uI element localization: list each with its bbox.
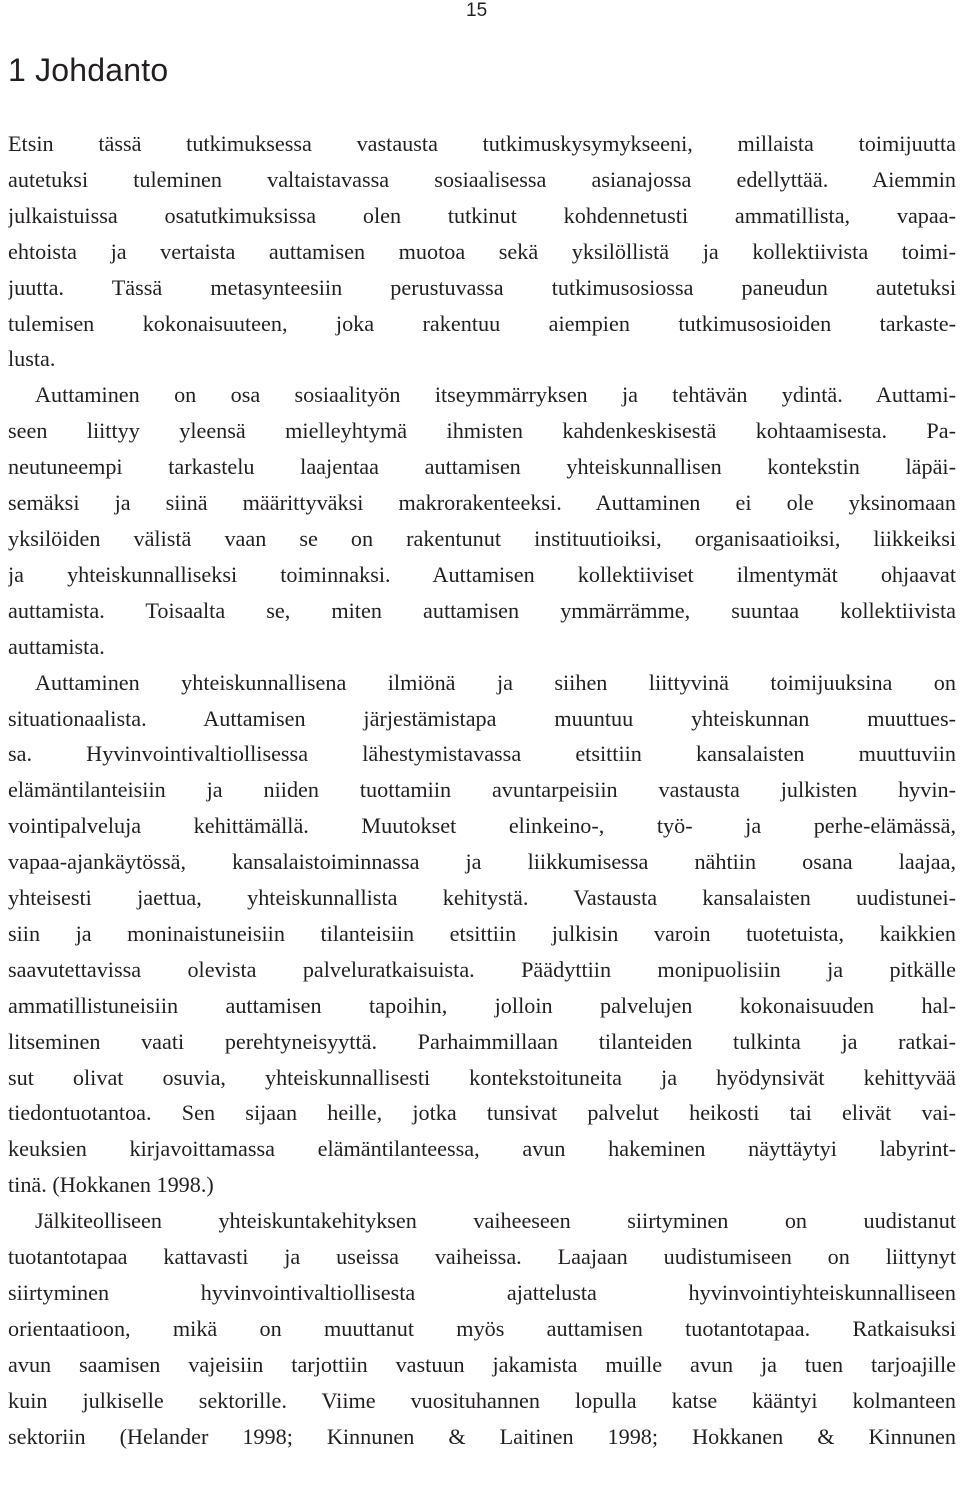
text-line: situationaalista. Auttamisen järjestämistapa muuntuu yhteiskunnan muuttues- xyxy=(8,705,956,731)
page-number: 15 xyxy=(466,0,488,21)
text-line: tiedontuotantoa. Sen sijaan heille, jotka tunsivat palvelut heikosti tai elivät vai- xyxy=(8,1100,956,1126)
text-line: vapaa-ajankäytössä, kansalaistoiminnassa ja liikkumisessa nähtiin osana laajaa, xyxy=(8,849,956,875)
text-line: Etsin tässä tutkimuksessa vastausta tutkimuskysymykseeni, millaista toimijuutta xyxy=(8,131,956,156)
text-line: sa. Hyvinvointivaltiollisessa lähestymistavassa etsittiin kansalaisten muuttuviin xyxy=(8,741,956,767)
text-line: tuotantotapaa kattavasti ja useissa vaiheissa. Laajaan uudistumiseen on liittynyt xyxy=(8,1244,956,1270)
text-line: autetuksi tuleminen valtaistavassa sosiaalisessa asianajossa edellyttää. Aiemmin xyxy=(8,166,956,192)
text-line: auttamista. Toisaalta se, miten auttamisen ymmärrämme, suuntaa kollektiivista xyxy=(8,597,956,623)
text-line: orientaatioon, mikä on muuttanut myös auttamisen tuotantotapaa. Ratkaisuksi xyxy=(8,1315,956,1341)
text-line: tinä. (Hokkanen 1998.) xyxy=(8,1172,214,1198)
text-line: saavutettavissa olevista palveluratkaisuista. Päädyttiin monipuolisiin ja pitkälle xyxy=(8,956,956,982)
chapter-title: 1 Johdanto xyxy=(8,52,169,88)
text-line: yksilöiden välistä vaan se on rakentunut instituutioiksi, organisaatioiksi, liikkeiksi xyxy=(8,525,956,551)
text-line: keuksien kirjavoittamassa elämäntilanteessa, avun hakeminen näyttäytyi labyrint- xyxy=(8,1136,956,1162)
text-line: ammatillistuneisiin auttamisen tapoihin, jolloin palvelujen kokonaisuuden hal- xyxy=(8,992,956,1018)
text-line: kuin julkiselle sektorille. Viime vuosituhannen lopulla katse kääntyi kolmanteen xyxy=(8,1387,956,1413)
text-line: neutuneempi tarkastelu laajentaa auttamisen yhteiskunnallisen kontekstin läpäi- xyxy=(8,454,956,480)
text-line: julkaistuissa osatutkimuksissa olen tutkinut kohdennetusti ammatillista, vapaa- xyxy=(8,202,956,228)
text-line: litseminen vaati perehtyneisyyttä. Parhaimmillaan tilanteiden tulkinta ja ratkai- xyxy=(8,1028,956,1054)
text-line: Auttaminen on osa sosiaalityön itseymmärryksen ja tehtävän ydintä. Auttami- xyxy=(35,382,956,408)
text-line: siirtyminen hyvinvointivaltiollisesta ajattelusta hyvinvointiyhteiskunnalliseen xyxy=(8,1280,956,1305)
text-line: vointipalveluja kehittämällä. Muutokset elinkeino-, työ- ja perhe-elämässä, xyxy=(8,813,956,839)
text-line: ja yhteiskunnalliseksi toiminnaksi. Auttamisen kollektiiviset ilmentymät ohjaavat xyxy=(8,561,956,587)
text-line: lusta. xyxy=(8,346,56,372)
text-line: yhteisesti jaettua, yhteiskunnallista kehitystä. Vastausta kansalaisten uudistunei- xyxy=(8,885,956,911)
text-line: Jälkiteolliseen yhteiskuntakehityksen vaiheeseen siirtyminen on uudistanut xyxy=(35,1208,956,1234)
text-line: semäksi ja siinä määrittyväksi makrorakenteeksi. Auttaminen ei ole yksinomaan xyxy=(8,490,956,516)
text-line: avun saamisen vajeisiin tarjottiin vastuun jakamista muille avun ja tuen tarjoajille xyxy=(8,1351,956,1377)
text-line: sut olivat osuvia, yhteiskunnallisesti kontekstoituneita ja hyödynsivät kehittyvää xyxy=(8,1064,956,1090)
text-line: elämäntilanteisiin ja niiden tuottamiin avuntarpeisiin vastausta julkisten hyvin- xyxy=(8,777,956,803)
text-line: ehtoista ja vertaista auttamisen muotoa sekä yksilöllistä ja kollektiivista toimi- xyxy=(8,238,956,264)
text-line: sektoriin (Helander 1998; Kinnunen & Laitinen 1998; Hokkanen & Kinnunen xyxy=(8,1423,956,1449)
text-line: auttamista. xyxy=(8,633,105,659)
body-text xyxy=(8,126,956,1455)
text-line: Auttaminen yhteiskunnallisena ilmiönä ja siihen liittyvinä toimijuuksina on xyxy=(35,669,956,695)
text-line: seen liittyy yleensä mielleyhtymä ihmisten kahdenkeskisestä kohtaamisesta. Pa- xyxy=(8,418,956,444)
text-line: juutta. Tässä metasynteesiin perustuvassa tutkimusosiossa paneudun autetuksi xyxy=(8,274,956,300)
text-line: siin ja moninaistuneisiin tilanteisiin etsittiin julkisin varoin tuotetuista, kaikkien xyxy=(8,920,956,946)
text-line: tulemisen kokonaisuuteen, joka rakentuu aiempien tutkimusosioiden tarkaste- xyxy=(8,310,956,336)
